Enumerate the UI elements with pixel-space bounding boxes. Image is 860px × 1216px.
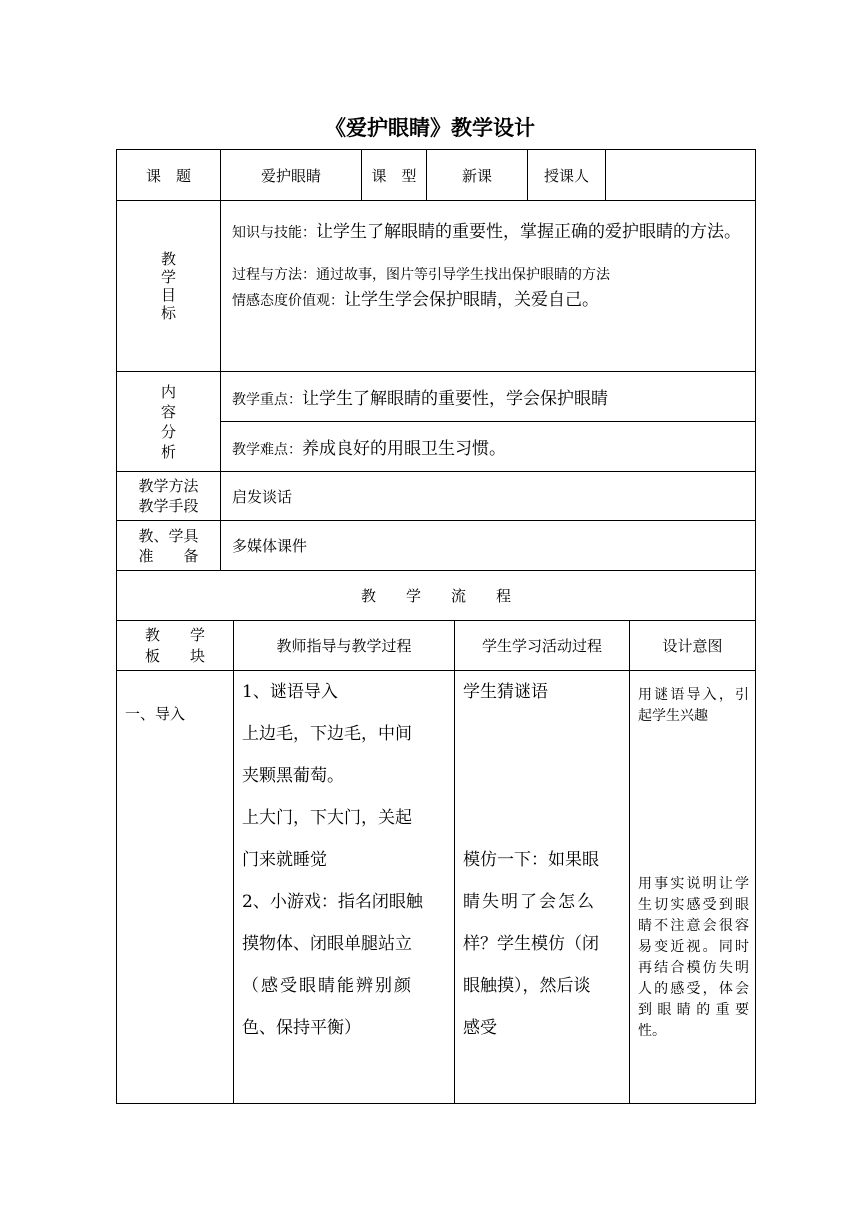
method-row <box>117 472 756 521</box>
teacher-value <box>606 150 756 201</box>
flow-column-header-row <box>117 621 756 671</box>
student-line: 眼触摸），然后谈 <box>463 976 591 996</box>
type-value: 新课 <box>427 150 528 201</box>
teacher-label: 授课人 <box>528 150 606 201</box>
process-objective: 过程与方法：通过故事，图片等引导学生找出保护眼睛的方法 <box>232 267 610 283</box>
teacher-line: 上大门，下大门，关起 <box>242 808 412 828</box>
objectives-content <box>221 201 756 372</box>
col-student-header: 学生学习活动过程 <box>455 621 630 671</box>
teacher-line: 2、小游戏：指名闭眼触 <box>242 892 423 912</box>
student-line: 学生猜谜语 <box>463 682 548 702</box>
teacher-line: 门来就睡觉 <box>242 850 327 870</box>
objectives-label-line: 目 <box>160 286 176 304</box>
teacher-line: 上边毛，下边毛，中间 <box>242 724 412 744</box>
student-line: 模仿一下：如果眼 <box>463 850 599 870</box>
tools-value: 多媒体课件 <box>221 521 756 571</box>
teacher-process-intro <box>234 671 455 1104</box>
teaching-flow-table <box>116 570 756 1104</box>
col-teacher-header: 教师指导与教学过程 <box>234 621 455 671</box>
flow-row-intro <box>117 671 756 1104</box>
content-label-line: 容 <box>160 402 176 421</box>
flow-heading: 教 学 流 程 <box>117 571 756 621</box>
objectives-row <box>117 201 756 372</box>
topic-value: 爱护眼睛 <box>221 150 362 201</box>
tools-row <box>117 521 756 571</box>
content-label-line: 分 <box>160 422 176 441</box>
objectives-label-line: 标 <box>160 304 176 322</box>
content-label-line: 内 <box>160 382 176 401</box>
col-intent-header: 设计意图 <box>630 621 756 671</box>
student-line: 样？学生模仿（闭 <box>463 934 599 954</box>
key-point: 教学重点：让学生了解眼睛的重要性，学会保护眼睛 <box>221 372 756 422</box>
student-activity-intro <box>455 671 630 1104</box>
teacher-line: 1、谜语导入 <box>242 682 338 702</box>
method-label: 教学方法 教学手段 <box>117 472 221 521</box>
objectives-label <box>117 201 221 372</box>
design-intent-intro <box>630 671 756 1104</box>
objectives-label-line: 教 <box>160 250 176 268</box>
student-line: 感受 <box>463 1018 497 1038</box>
lesson-info-table <box>116 149 756 571</box>
knowledge-objective: 知识与技能：让学生了解眼睛的重要性，掌握正确的爱护眼睛的方法。 <box>232 222 741 242</box>
key-point-row <box>117 372 756 422</box>
teacher-line: （感受眼睛能辨别颜 <box>242 976 413 996</box>
header-row <box>117 150 756 201</box>
student-line: 睛失明了会怎么 <box>463 892 596 912</box>
teacher-line: 夹颗黑葡萄。 <box>242 766 344 786</box>
objectives-label-line: 学 <box>160 268 176 286</box>
teacher-line: 摸物体、闭眼单腿站立 <box>242 934 412 954</box>
emotion-objective: 情感态度价值观：让学生学会保护眼睛，关爱自己。 <box>232 290 599 310</box>
content-label-line: 析 <box>160 442 176 461</box>
difficult-point: 教学难点：养成良好的用眼卫生习惯。 <box>221 422 756 472</box>
intent-bottom: 用事实说明让学生切实感受到眼睛不注意会很容易变近视。同时再结合模仿失明人的感受，体会到眼睛的重要性。 <box>638 876 750 1039</box>
topic-label: 课 题 <box>117 150 221 201</box>
block-intro: 一、导入 <box>117 671 234 1104</box>
type-label: 课 型 <box>362 150 427 201</box>
col-block-header: 教 学 板 块 <box>117 621 234 671</box>
intent-top: 用谜语导入，引起学生兴趣 <box>638 687 750 724</box>
tools-label: 教、学具 准 备 <box>117 521 221 571</box>
method-value: 启发谈话 <box>221 472 756 521</box>
content-label <box>117 372 221 472</box>
flow-heading-row <box>117 571 756 621</box>
teacher-line: 色、保持平衡） <box>242 1018 361 1038</box>
document-title: 《爱护眼睛》教学设计 <box>325 116 535 140</box>
